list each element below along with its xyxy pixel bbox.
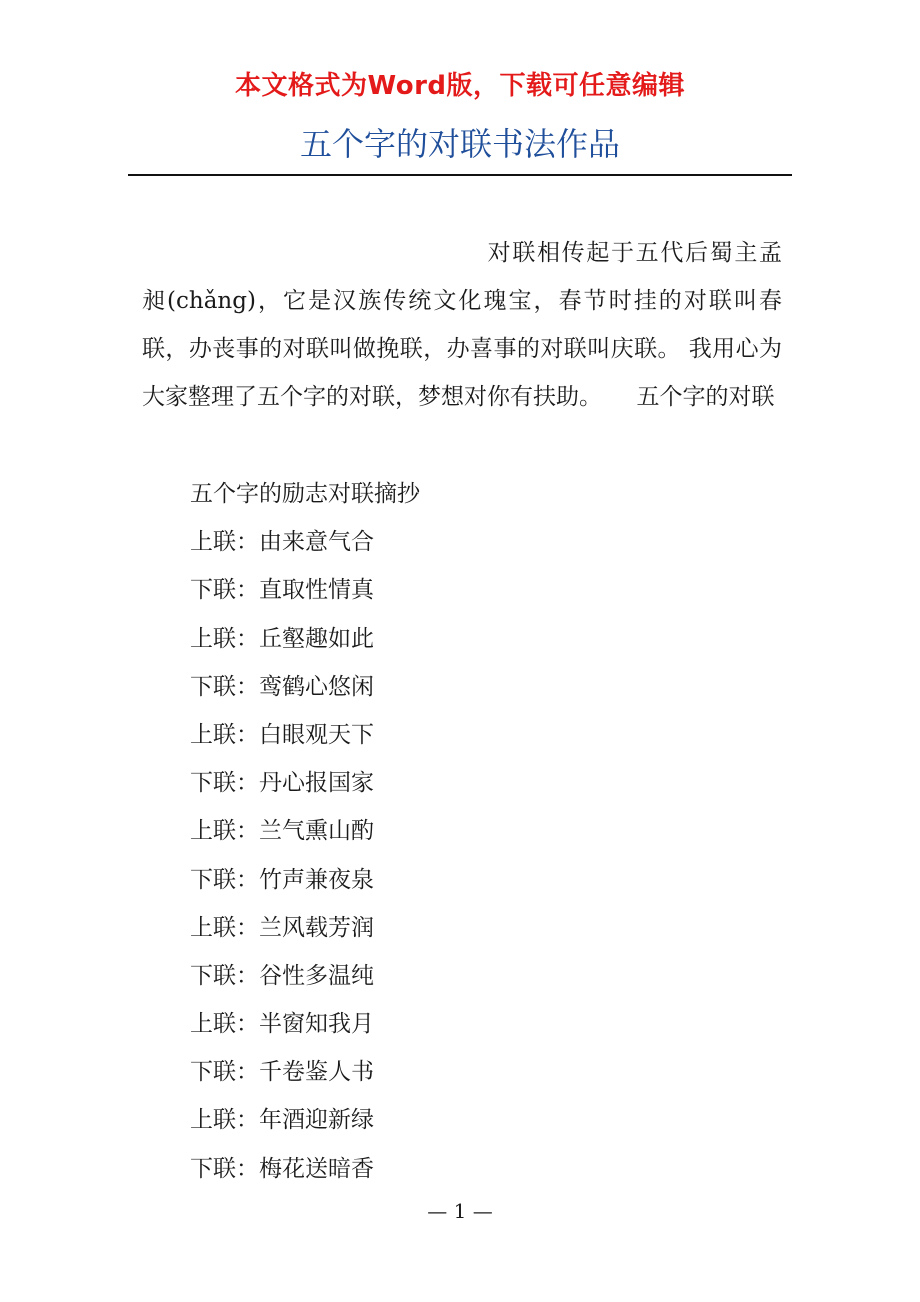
list-item: 上联：丘壑趣如此 [190,625,374,652]
list-item: 上联：兰气熏山酌 [190,818,374,845]
list-item: 下联：谷性多温纯 [190,962,374,989]
list-item: 上联：半窗知我月 [190,1011,374,1038]
list-item: 下联：直取性情真 [190,577,374,604]
list-item: 上联：由来意气合 [190,529,374,556]
intro-paragraph [142,229,782,421]
list-item: 下联：千卷鉴人书 [190,1059,374,1086]
page-number: — 1 — [427,1199,493,1223]
section-heading: 五个字的励志对联摘抄 [190,481,420,507]
list-item: 上联：年酒迎新绿 [190,1107,374,1134]
list-item: 下联：鸾鹤心悠闲 [190,673,374,700]
intro-text: 对联相传起于五代后蜀主孟昶(chǎng)，它是汉族传统文化瑰宝，春节时挂的对联叫春联，办丧事的对联叫做挽联，办喜事的对联叫庆联。 我用心为大家整理了五个字的对联，梦想对你有扶助。 五个字的对联 [142,240,782,410]
format-banner: 本文格式为Word版，下载可任意编辑 [234,71,686,101]
title-divider [128,174,792,176]
list-item: 下联：丹心报国家 [190,770,374,797]
couplet-list [190,470,750,1193]
list-item: 下联：竹声兼夜泉 [190,866,374,893]
list-item: 下联：梅花送暗香 [190,1155,374,1182]
list-item: 上联：兰风载芳润 [190,914,374,941]
document-title: 五个字的对联书法作品 [299,125,620,163]
list-item: 上联：白眼观天下 [190,721,374,748]
